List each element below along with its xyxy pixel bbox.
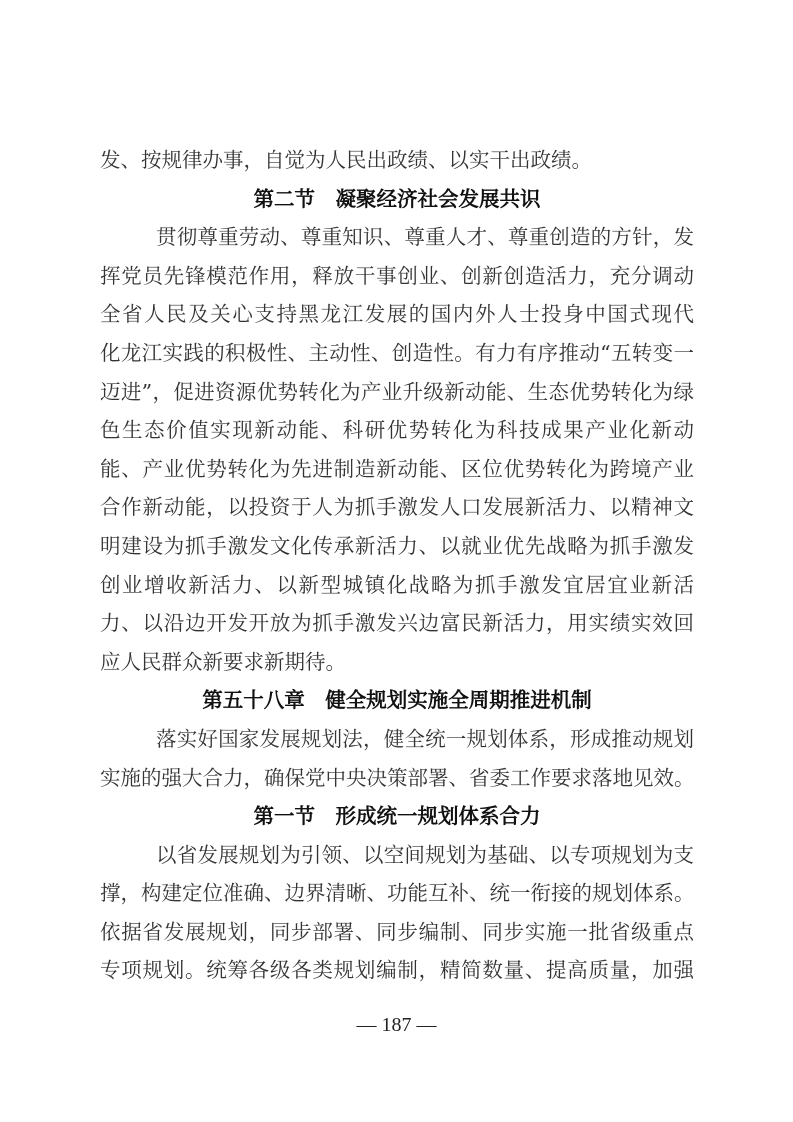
paragraph-line: 全省人民及关心支持黑龙江发展的国内外人士投身中国式现代 (100, 302, 694, 327)
paragraph-line: 迈进”，促进资源优势转化为产业升级新动能、生态优势转化为绿 (100, 379, 694, 404)
paragraph-line: 撑，构建定位准确、边界清晰、功能互补、统一衔接的规划体系。 (100, 881, 695, 906)
paragraph-line: 力、以沿边开发开放为抓手激发兴边富民新活力，用实绩实效回 (100, 611, 694, 636)
paragraph-line: 创业增收新活力、以新型城镇化战略为抓手激发宜居宜业新活 (100, 572, 694, 597)
paragraph-line: 能、产业优势转化为先进制造新动能、区位优势转化为跨境产业 (100, 456, 694, 481)
section-heading: 第五十八章 健全规划实施全周期推进机制 (202, 688, 592, 713)
paragraph-line: 合作新动能，以投资于人为抓手激发人口发展新活力、以精神文 (100, 495, 694, 520)
paragraph-line: 化龙江实践的积极性、主动性、创造性。有力有序推动“五转变一 (100, 340, 694, 365)
paragraph-line: 明建设为抓手激发文化传承新活力、以就业优先战略为抓手激发 (100, 533, 694, 558)
paragraph-line: 贯彻尊重劳动、尊重知识、尊重人才、尊重创造的方针，发 (156, 225, 694, 250)
paragraph-line: 依据省发展规划，同步部署、同步编制、同步实施一批省级重点 (100, 919, 694, 944)
paragraph-line: 发、按规律办事，自觉为人民出政绩、以实干出政绩。 (100, 148, 592, 172)
document-body (100, 141, 694, 990)
paragraph-line: 以省发展规划为引领、以空间规划为基础、以专项规划为支 (156, 842, 694, 867)
paragraph-line: 应人民群众新要求新期待。 (100, 649, 346, 674)
paragraph-line: 落实好国家发展规划法，健全统一规划体系，形成推动规划 (156, 726, 694, 751)
section-heading: 第一节 形成统一规划体系合力 (253, 804, 541, 829)
paragraph-line: 专项规划。统筹各级各类规划编制，精简数量、提高质量，加强 (100, 958, 694, 983)
paragraph-line: 挥党员先锋模范作用，释放干事创业、创新创造活力，充分调动 (100, 263, 694, 288)
paragraph-line: 色生态价值实现新动能、科研优势转化为科技成果产业化新动 (100, 418, 694, 443)
paragraph-line: 实施的强大合力，确保党中央决策部署、省委工作要求落地见效。 (100, 765, 695, 790)
section-heading: 第二节 凝聚经济社会发展共识 (253, 186, 541, 211)
page-number: — 187 — (356, 1014, 437, 1036)
